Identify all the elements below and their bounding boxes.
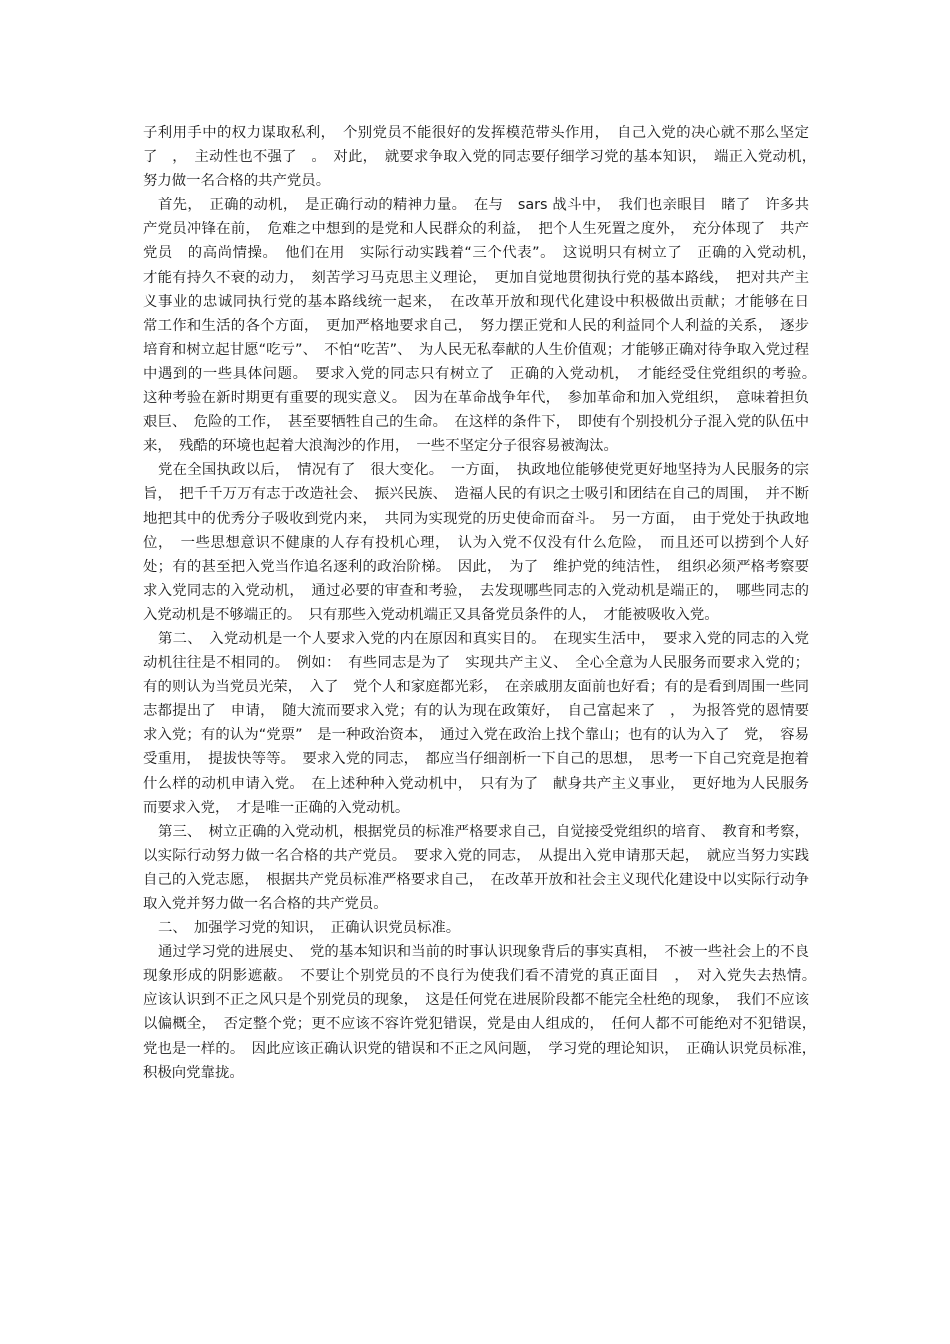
paragraph-third: 第三、 树立正确的入党动机，根据党员的标准严格要求自己，自觉接受党组织的培育、 教育和考察，以实际行动努力做一名合格的共产党员。 要求入党的同志， 从提出入党申请那天起， 就应当努力实践自己的入党志愿， 根据共产党员标准严格要求自己， 在改革开放和社会主义现代化建设中以实际行动争取入党并努力做一名合格的共产党员。 <box>143 823 809 912</box>
paragraph-continuation: 子利用手中的权力谋取私利， 个别党员不能很好的发挥模范带头作用， 自己入党的决心就不那么坚定了 ， 主动性也不强了 。 对此， 就要求争取入党的同志要仔细学习党的基本知识， 端正入党动机， 努力做一名合格的共产党员。 <box>143 125 824 190</box>
paragraph-second: 第二、 入党动机是一个人要求入党的内在原因和真实目的。 在现实生活中， 要求入党的同志的入党动机往往是不相同的。 例如： 有些同志是为了 实现共产主义、 全心全意为人民服务而要求入党的；有的则认为当党员光荣， 入了 党个人和家庭都光彩， 在亲戚朋友面前也好看；有的是看到周围一些同志都提出了 申请， 随大流而要求入党；有的认为现在政策好， 自己富起来了 ， 为报答党的恩情要求入党；有的认为“党票” 是一种政治资本， 通过入党在政治上找个靠山；也有的认为入了 党， 容易受重用， 提拔快等等。 要求入党的同志， 都应当仔细剖析一下自己的思想， 思考一下自己究竟是抱着什么样的动机申请入党。 在上述种种入党动机中， 只有为了 献身共产主义事业， 更好地为人民服务而要求入党， 才是唯一正确的入党动机。 <box>143 630 809 816</box>
paragraph-first-motive: 首先， 正确的动机， 是正确行动的精神力量。 在与 sars 战斗中， 我们也亲眼目 睹了 许多共产党员冲锋在前， 危难之中想到的是党和人民群众的利益， 把个人生死置之度外， 充分体现了 共产党员 的高尚情操。 他们在用 实际行动实践着“三个代表”。 这说明只有树立了 正确的入党动机， 才能有持久不衰的动力， 刻苦学习马克思主义理论， 更加自觉地贯彻执行党的基本路线， 把对共产主义事业的忠诚同执行党的基本路线统一起来， 在改革开放和现代化建设中积极做出贡献；才能够在日 常工作和生活的各个方面， 更加严格地要求自己， 努力摆正党和人民的利益同个人利益的关系， 逐步培育和树立起甘愿“吃亏”、 不怕“吃苦”、 为人民无私奉献的人生价值观；才能够正确对待争取入党过程中遇到的一些具体问题。 要求入党的同志只有树立了 正确的入党动机， 才能经受住党组织的考验。 这种考验在新时期更有重要的现实意义。 因为在革命战争年代， 参加革命和加入党组织， 意味着担负艰巨、 危险的工作， 甚至要牺牲自己的生命。 在这样的条件下， 即使有个别投机分子混入党的队伍中来， 残酷的环境也起着大浪淘沙的作用， 一些不坚定分子很容易被淘汰。 <box>143 197 824 455</box>
document-body <box>143 121 824 1085</box>
paragraph-ruling-party: 党在全国执政以后， 情况有了 很大变化。 一方面， 执政地位能够使党更好地坚持为人民服务的宗旨， 把千千万万有志于改造社会、 振兴民族、 造福人民的有识之士吸引和团结在自己的周围， 并不断地把其中的优秀分子吸收到党内来， 共同为实现党的历史使命而奋斗。 另一方面， 由于党处于执政地位， 一些思想意识不健康的人存有投机心理， 认为入党不仅没有什么危险， 而且还可以捞到个人好处；有的甚至把入党当作追名逐利的政治阶梯。 因此， 为了 维护党的纯洁性， 组织必须严格考察要求入党同志的入党动机， 通过必要的审查和考验， 去发现哪些同志的入党动机是端正的， 哪些同志的入党动机是不够端正的。 只有那些入党动机端正又具备党员条件的人， 才能被吸收入党。 <box>143 462 809 623</box>
section-heading-two: 二、 加强学习党的知识， 正确认识党员标准。 <box>158 920 461 937</box>
paragraph-learning: 通过学习党的进展史、 党的基本知识和当前的时事认识现象背后的事实真相， 不被一些社会上的不良现象形成的阴影遮蔽。 不要让个别党员的不良行为使我们看不清党的真正面目 ， 对入党失去热情。 应该认识到不正之风只是个别党员的现象， 这是任何党在进展阶段都不能完全杜绝的现象， 我们不应该以偏概全， 否定整个党；更不应该不容许党犯错误，党是由人组成的， 任何人都不可能绝对不犯错误， 党也是一样的。 因此应该正确认识党的错误和不正之风问题， 学习党的理论知识， 正确认识党员标准， 积极向党靠拢。 <box>143 944 824 1081</box>
